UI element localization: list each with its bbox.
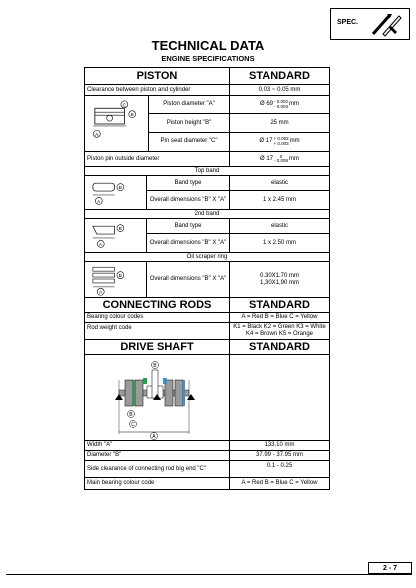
crankshaft-drawing-icon [97,356,217,440]
piston-diameter-label: Piston diameter "A" [149,96,230,113]
section-tab [330,8,410,40]
page-subtitle: ENGINE SPECIFICATIONS [161,54,255,63]
clearance-value: 0.03 ~ 0.05 mm [258,86,301,93]
second-band-dim-value: 1 x 2.50 mm [262,239,296,246]
diagram-label-c: C [122,102,127,108]
pin-seat-unit: mm [289,138,300,145]
pin-seat-tol-bottom: + 0.003 [273,140,289,146]
diagram-label-a: A [97,199,101,205]
diagram-label-c: C [131,421,135,428]
shaft-width-value: 133.10 mm [264,442,295,448]
oil-ring-drawing-icon [87,263,144,297]
piston-diameter-tol-bottom: - 0.003 [274,103,289,109]
drive-shaft-header: DRIVE SHAFT [85,340,230,354]
section-tab-label: SPEC. [337,19,359,26]
pin-outside-tol-top: 0 [279,153,283,159]
top-band-title: Top band [194,167,220,174]
second-band-type-label: Band type [147,219,230,233]
diagram-label-b: B [118,273,122,279]
oil-ring-dim-value-2: 1,30X1,90 mm [259,279,300,286]
diagram-label-a: A [152,433,156,440]
oil-ring-dim-value [230,262,329,297]
table-row [85,85,329,96]
pin-outside-unit: mm [289,155,300,162]
diagram-label-b: B [118,185,122,191]
second-band-type-value: elastic [270,222,288,229]
top-band-title-row [85,167,329,176]
second-band-block [85,219,329,253]
rod-weight-value-2: K4 = Brown K5 = Orange [245,331,314,337]
pin-outside-base: Ø 17 [259,155,273,162]
top-band-type-label: Band type [147,176,230,190]
diagram-label-b: B [118,226,122,232]
pin-seat-label: Pin seat diameter "C" [149,133,230,151]
main-bearing-value: A = Red B = Blue C = Yellow [241,480,318,486]
second-band-specs [147,219,329,252]
crankshaft-diagram-value-cell [230,355,329,440]
table-row [85,323,329,340]
diagram-label-a: A [98,290,103,296]
table-row [85,451,329,461]
spec-table [84,67,330,490]
top-band-diagram [85,176,147,209]
drive-shaft-diagram-row [85,355,329,441]
table-row [147,176,329,191]
top-band-block [85,176,329,210]
table-row [147,234,329,252]
rod-weight-label: Rod weight code [85,323,230,339]
bearing-colour-label: Bearing colour codes [85,313,230,322]
piston-header-row [85,68,329,85]
oil-ring-title: Oil scraper ring [186,253,228,260]
top-band-type-value: elastic [270,179,288,186]
piston-diagram [85,96,149,151]
table-row [85,152,329,167]
piston-ring-drawing-icon [87,220,144,252]
drive-shaft-standard-header: STANDARD [249,340,310,353]
crankshaft-diagram [85,355,230,440]
table-row [85,478,329,489]
shaft-diameter-value: 37.99 - 37.95 mm [255,452,304,458]
table-row [149,96,329,114]
piston-diameter-value [230,96,329,113]
pin-seat-base: Ø 17 [259,138,273,145]
diagram-label-a: A [98,242,103,248]
clearance-label: Clearance between piston and cylinder [85,85,230,95]
connecting-rods-header: CONNECTING RODS [85,298,230,312]
main-bearing-label: Main bearing colour code [85,478,230,489]
table-row [85,461,329,478]
table-row [147,219,329,234]
second-band-title-row [85,210,329,219]
pin-outside-value [230,152,329,166]
pin-seat-value [230,133,329,151]
pin-outside-label: Piston pin outside diameter [85,152,230,166]
piston-height-label: Piston height "B" [149,114,230,131]
shaft-width-label: Width "A" [85,441,230,450]
wrench-and-caliper-icon [369,12,405,38]
table-row [85,313,329,323]
piston-standard-header: STANDARD [249,69,310,82]
second-band-diagram [85,219,147,252]
oil-ring-dim-label: Overall dimensions "B" X "A" [147,262,230,297]
table-row [149,114,329,132]
piston-diameter-base: Ø 69 [259,101,273,108]
diagram-label-b: B [153,362,157,369]
shaft-diameter-label: Diameter "B" [85,451,230,460]
oil-ring-block [85,262,329,298]
table-row [147,191,329,209]
diagram-label-b: B [129,411,133,418]
oil-ring-diagram [85,262,147,297]
rod-weight-value-1: K1 = Black K2 = Green K3 = White [233,324,326,330]
connecting-rods-header-row [85,298,329,313]
second-band-title: 2nd band [194,210,220,217]
connecting-rods-standard-header: STANDARD [249,298,310,311]
side-clearance-label: Side clearance of connecting rod big end "C" [85,461,230,477]
piston-ring-drawing-icon [87,177,144,209]
piston-header: PISTON [85,68,230,84]
diagram-label-b: B [130,112,134,118]
top-band-dim-label: Overall dimensions "B" X "A" [147,191,230,209]
top-band-dim-value: 1 x 2.45 mm [262,196,296,203]
page-number: 2 - 7 [368,562,412,574]
table-row [149,133,329,151]
oil-ring-title-row [85,253,329,262]
footer-rule [6,574,412,575]
piston-height-value: 25 mm [270,119,289,126]
piston-drawing-icon [87,98,146,150]
top-band-specs [147,176,329,209]
page-title: TECHNICAL DATA [151,38,265,53]
oil-ring-dim-value-1: 0.30X1.70 mm [259,272,300,279]
pin-seat-tol-top: + 0.002 [273,136,289,142]
drive-shaft-header-row [85,340,329,355]
rod-weight-value [230,323,329,339]
diagram-label-a: A [95,132,99,138]
piston-diameter-unit: mm [289,101,300,108]
pin-outside-tol-bottom: - 0.008 [274,158,289,163]
table-row [85,441,329,451]
side-clearance-value: 0.1 - 0.25 [266,463,293,469]
piston-specs [149,96,329,151]
second-band-dim-label: Overall dimensions "B" X "A" [147,234,230,252]
bearing-colour-value: A = Red B = Blue C = Yellow [241,314,318,320]
piston-block [85,96,329,152]
piston-diameter-tol-top: - 0.002 [274,99,289,105]
